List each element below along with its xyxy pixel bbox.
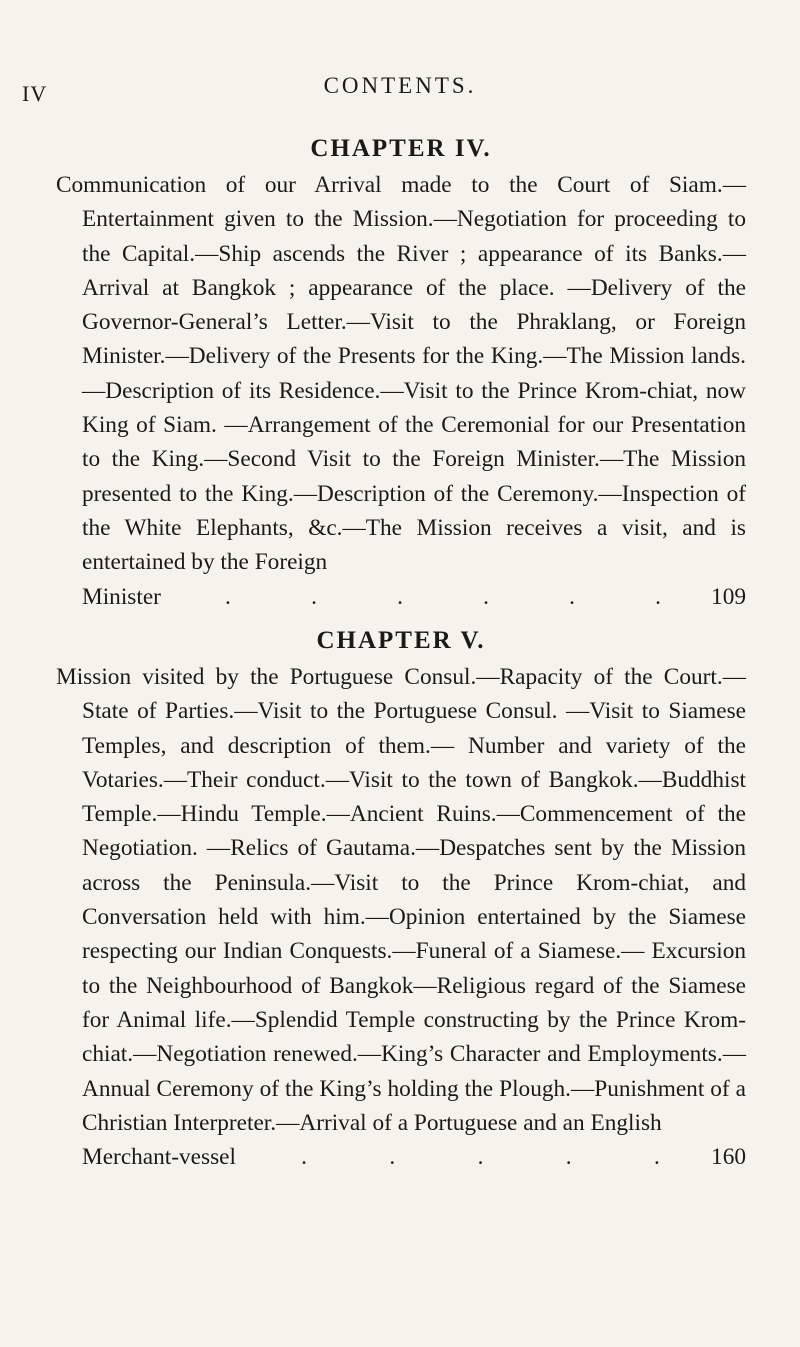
- leader-dots: . . . . .: [301, 1144, 660, 1171]
- running-head: [0, 73, 800, 113]
- chapter-page-number: 109: [711, 583, 746, 610]
- chapter-heading: CHAPTER IV.: [310, 135, 492, 162]
- chapter-summary: Communication of our Arrival made to the Court of Siam.— Entertainment given to the Mission.—Negotiation for proceeding to the Capital.—Ship ascends the River ; appearance of its Banks.—Arrival at Bangkok ; appearance of the place. —Delivery of the Governor-General’s Letter.—Visit to the Phraklang, or Foreign Minister.—Delivery of the Presents for the King.—The Mission lands.—Description of its Residence.—Visit to the Prince Krom-chiat, now King of Siam. —Arrangement of the Ceremonial for our Presentation to the King.—Second Visit to the Foreign Minister.—The Mission presented to the King.—Description of the Ceremony.—Inspection of the White Elephants, &c.—The Mission receives a visit, and is entertained by the Foreign: [56, 172, 746, 576]
- contents-leader: [56, 1140, 746, 1174]
- chapter-v-entry: [56, 622, 746, 1174]
- chapter-last-line: Merchant-vessel: [82, 1144, 236, 1171]
- contents-leader: [56, 580, 746, 614]
- running-title: CONTENTS.: [323, 73, 477, 98]
- chapter-page-number: 160: [711, 1144, 746, 1171]
- chapter-summary: Mission visited by the Portuguese Consul.—Rapacity of the Court.—State of Parties.—Visit to the Portuguese Consul. —Visit to Siamese Temples, and description of them.— Number and variety of the Votaries.—Their conduct.—Visit to the town of Bangkok.—Buddhist Temple.—Hindu Temple.—Ancient Ruins.—Commencement of the Negotiation. —Relics of Gautama.—Despatches sent by the Mission across the Peninsula.—Visit to the Prince Krom-chiat, and Conversation held with him.—Opinion entertained by the Siamese respecting our Indian Conquests.—Funeral of a Siamese.— Excursion to the Neighbourhood of Bangkok—Religious regard of the Siamese for Animal life.—Splendid Temple constructing by the Prince Krom-chiat.—Negotiation renewed.—King’s Character and Employments.—Annual Ceremony of the King’s holding the Plough.—Punishment of a Christian Interpreter.—Arrival of a Portuguese and an English: [56, 664, 746, 1136]
- page-number: IV: [22, 81, 48, 106]
- chapter-iv-entry: [56, 130, 746, 614]
- chapter-heading: CHAPTER V.: [316, 627, 486, 654]
- chapter-last-line: Minister: [82, 583, 161, 610]
- leader-dots: . . . . . .: [225, 583, 661, 610]
